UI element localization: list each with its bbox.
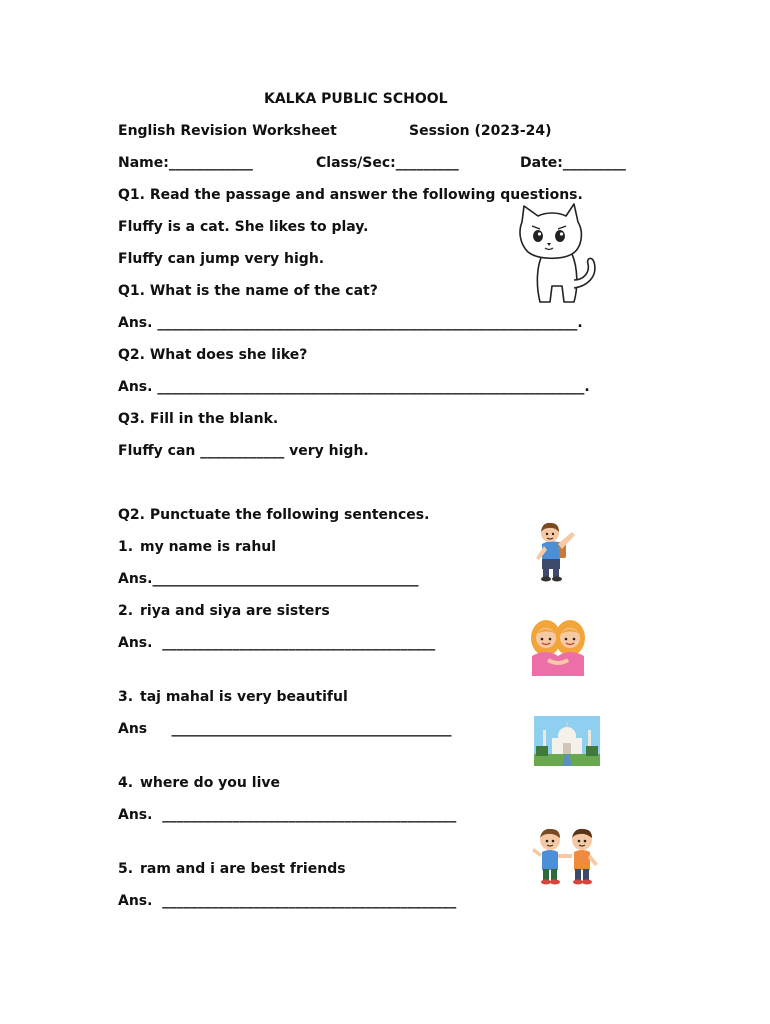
answer-line-2: Ans. _____________________________________________________________. — [118, 379, 590, 395]
item-3-sentence: taj mahal is very beautiful — [140, 689, 348, 705]
question-2: Q2. What does she like? — [118, 347, 308, 363]
item-4-answer: Ans. __________________________________________ — [118, 807, 457, 823]
section2-heading: Q2. Punctuate the following sentences. — [118, 507, 430, 523]
question-1: Q1. What is the name of the cat? — [118, 283, 378, 299]
session-label: Session (2023-24) — [409, 123, 552, 139]
item-3-answer: Ans ________________________________________ — [118, 721, 452, 737]
answer-line-1: Ans. ____________________________________________________________. — [118, 315, 583, 331]
friends-illustration — [530, 824, 606, 886]
item-5-number: 5. — [118, 861, 134, 877]
item-2-answer: Ans. _______________________________________ — [118, 635, 436, 651]
passage-line-1: Fluffy is a cat. She likes to play. — [118, 219, 369, 235]
boy-illustration — [528, 520, 584, 582]
section1-heading: Q1. Read the passage and answer the following questions. — [118, 187, 583, 203]
item-5-sentence: ram and i are best friends — [140, 861, 346, 877]
item-5-answer: Ans. __________________________________________ — [118, 893, 457, 909]
passage-line-2: Fluffy can jump very high. — [118, 251, 325, 267]
item-1-sentence: my name is rahul — [140, 539, 277, 555]
item-3-number: 3. — [118, 689, 134, 705]
item-1-answer: Ans.______________________________________ — [118, 571, 419, 587]
sisters-illustration — [526, 616, 590, 678]
item-1-number: 1. — [118, 539, 134, 555]
question-3: Q3. Fill in the blank. — [118, 411, 279, 427]
class-section-field: Class/Sec:_________ — [316, 155, 459, 171]
date-field: Date:_________ — [520, 155, 626, 171]
item-2-number: 2. — [118, 603, 134, 619]
cat-illustration — [516, 202, 602, 306]
worksheet-title: English Revision Worksheet — [118, 123, 337, 139]
item-2-sentence: riya and siya are sisters — [140, 603, 330, 619]
name-field: Name:____________ — [118, 155, 253, 171]
item-4-sentence: where do you live — [140, 775, 280, 791]
item-4-number: 4. — [118, 775, 134, 791]
fill-in-blank: Fluffy can ____________ very high. — [118, 443, 369, 459]
school-name: KALKA PUBLIC SCHOOL — [264, 91, 448, 107]
taj-mahal-photo — [534, 716, 600, 766]
